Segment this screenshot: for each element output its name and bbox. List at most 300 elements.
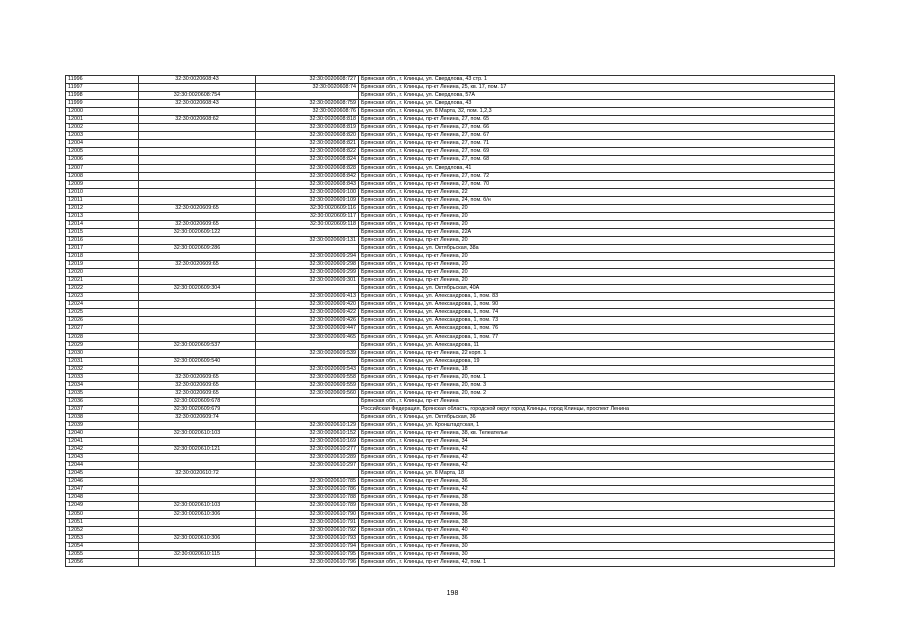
address-cell: Брянская обл., г. Клинцы, пр-кт Ленина, 20 xyxy=(359,277,835,285)
object-cadastral-number-cell: 32:30:0020608:76 xyxy=(256,108,359,116)
table-row xyxy=(66,236,835,244)
table-row xyxy=(66,454,835,462)
row-number-cell: 12027 xyxy=(66,325,139,333)
address-cell: Брянская обл., г. Клинцы, пр-кт Ленина, 34 xyxy=(359,438,835,446)
land-cadastral-number-cell xyxy=(139,309,256,317)
table-row xyxy=(66,76,835,84)
object-cadastral-number-cell: 32:30:0020608:824 xyxy=(256,156,359,164)
table-row xyxy=(66,486,835,494)
land-cadastral-number-cell: 32:30:0020610:306 xyxy=(139,510,256,518)
table-row xyxy=(66,204,835,212)
land-cadastral-number-cell: 32:30:0020609:678 xyxy=(139,397,256,405)
address-cell: Брянская обл., г. Клинцы, пр-кт Ленина, 20 xyxy=(359,261,835,269)
object-cadastral-number-cell: 32:30:0020609:559 xyxy=(256,381,359,389)
land-cadastral-number-cell xyxy=(139,494,256,502)
address-cell: Брянская обл., г. Клинцы, пр-кт Ленина, 38 xyxy=(359,502,835,510)
object-cadastral-number-cell: 32:30:0020608:821 xyxy=(256,140,359,148)
object-cadastral-number-cell: 32:30:0020609:420 xyxy=(256,301,359,309)
object-cadastral-number-cell: 32:30:0020610:789 xyxy=(256,502,359,510)
table-row xyxy=(66,253,835,261)
object-cadastral-number-cell: 32:30:0020609:131 xyxy=(256,236,359,244)
land-cadastral-number-cell xyxy=(139,558,256,566)
table-row xyxy=(66,405,835,413)
address-cell: Брянская обл., г. Клинцы, ул. Александрова, 1, пом. 73 xyxy=(359,317,835,325)
land-cadastral-number-cell xyxy=(139,518,256,526)
object-cadastral-number-cell: 32:30:0020609:301 xyxy=(256,277,359,285)
address-cell: Брянская обл., г. Клинцы, пр-кт Ленина, 20 xyxy=(359,220,835,228)
row-number-cell: 12031 xyxy=(66,357,139,365)
address-cell: Брянская обл., г. Клинцы, ул. Кронштадтская, 1 xyxy=(359,422,835,430)
object-cadastral-number-cell xyxy=(256,285,359,293)
table-row xyxy=(66,212,835,220)
address-cell: Брянская обл., г. Клинцы, ул. Александрова, 19 xyxy=(359,357,835,365)
object-cadastral-number-cell xyxy=(256,413,359,421)
object-cadastral-number-cell xyxy=(256,405,359,413)
table-row xyxy=(66,172,835,180)
table-row xyxy=(66,261,835,269)
land-cadastral-number-cell: 32:30:0020609:65 xyxy=(139,220,256,228)
row-number-cell: 11999 xyxy=(66,100,139,108)
land-cadastral-number-cell xyxy=(139,148,256,156)
address-cell: Брянская обл., г. Клинцы, ул. Александрова, 1, пом. 74 xyxy=(359,309,835,317)
address-cell: Брянская обл., г. Клинцы, пр-кт Ленина, 27, пом. 72 xyxy=(359,172,835,180)
address-cell: Брянская обл., г. Клинцы, пр-кт Ленина, 27, пом. 68 xyxy=(359,156,835,164)
land-cadastral-number-cell xyxy=(139,236,256,244)
object-cadastral-number-cell: 32:30:0020608:820 xyxy=(256,132,359,140)
address-cell: Брянская обл., г. Клинцы, пр-кт Ленина, 42 xyxy=(359,486,835,494)
row-number-cell: 12010 xyxy=(66,188,139,196)
object-cadastral-number-cell: 32:30:0020609:426 xyxy=(256,317,359,325)
table-row xyxy=(66,140,835,148)
row-number-cell: 12049 xyxy=(66,502,139,510)
address-cell: Брянская обл., г. Клинцы, пр-кт Ленина, 40 xyxy=(359,526,835,534)
address-cell: Брянская обл., г. Клинцы, ул. Александрова, 1, пом. 77 xyxy=(359,333,835,341)
land-cadastral-number-cell: 32:30:0020610:121 xyxy=(139,446,256,454)
address-cell: Брянская обл., г. Клинцы, ул. Свердлова, 43 стр. 1 xyxy=(359,76,835,84)
land-cadastral-number-cell: 32:30:0020609:74 xyxy=(139,413,256,421)
object-cadastral-number-cell xyxy=(256,470,359,478)
object-cadastral-number-cell: 32:30:0020609:117 xyxy=(256,212,359,220)
land-cadastral-number-cell xyxy=(139,212,256,220)
address-cell: Брянская обл., г. Клинцы, пр-кт Ленина, 27, пом. 71 xyxy=(359,140,835,148)
object-cadastral-number-cell: 32:30:0020610:169 xyxy=(256,438,359,446)
object-cadastral-number-cell xyxy=(256,228,359,236)
table-row xyxy=(66,373,835,381)
row-number-cell: 12053 xyxy=(66,534,139,542)
object-cadastral-number-cell: 32:30:0020608:822 xyxy=(256,148,359,156)
land-cadastral-number-cell: 32:30:0020608:754 xyxy=(139,92,256,100)
row-number-cell: 12038 xyxy=(66,413,139,421)
address-cell: Брянская обл., г. Клинцы, пр-кт Ленина, 20, пом. 3 xyxy=(359,381,835,389)
table-row xyxy=(66,293,835,301)
address-cell: Брянская обл., г. Клинцы, пр-кт Ленина, 38 xyxy=(359,518,835,526)
land-cadastral-number-cell: 32:30:0020609:65 xyxy=(139,389,256,397)
row-number-cell: 12007 xyxy=(66,164,139,172)
land-cadastral-number-cell: 32:30:0020610:103 xyxy=(139,502,256,510)
object-cadastral-number-cell: 32:30:0020610:297 xyxy=(256,462,359,470)
table-row xyxy=(66,116,835,124)
object-cadastral-number-cell: 32:30:0020610:790 xyxy=(256,510,359,518)
table-row xyxy=(66,156,835,164)
address-cell: Брянская обл., г. Клинцы, пр-кт Ленина, 38, кв. Телеателье xyxy=(359,430,835,438)
row-number-cell: 12040 xyxy=(66,430,139,438)
address-cell: Брянская обл., г. Клинцы, пр-кт Ленина, 38 xyxy=(359,494,835,502)
row-number-cell: 12021 xyxy=(66,277,139,285)
land-cadastral-number-cell xyxy=(139,542,256,550)
address-cell: Брянская обл., г. Клинцы, ул. 8 Марта, 32, пом. 1,2,3 xyxy=(359,108,835,116)
table-row xyxy=(66,542,835,550)
address-cell: Брянская обл., г. Клинцы, пр-кт Ленина, 20 xyxy=(359,212,835,220)
row-number-cell: 12035 xyxy=(66,389,139,397)
object-cadastral-number-cell: 32:30:0020608:842 xyxy=(256,172,359,180)
table-row xyxy=(66,413,835,421)
object-cadastral-number-cell: 32:30:0020609:465 xyxy=(256,333,359,341)
row-number-cell: 12048 xyxy=(66,494,139,502)
land-cadastral-number-cell: 32:30:0020609:537 xyxy=(139,341,256,349)
table-row xyxy=(66,494,835,502)
object-cadastral-number-cell xyxy=(256,341,359,349)
land-cadastral-number-cell: 32:30:0020609:65 xyxy=(139,204,256,212)
land-cadastral-number-cell: 32:30:0020609:286 xyxy=(139,244,256,252)
land-cadastral-number-cell: 32:30:0020609:65 xyxy=(139,261,256,269)
row-number-cell: 12001 xyxy=(66,116,139,124)
table-row xyxy=(66,510,835,518)
land-cadastral-number-cell xyxy=(139,478,256,486)
object-cadastral-number-cell: 32:30:0020610:792 xyxy=(256,526,359,534)
object-cadastral-number-cell: 32:30:0020609:558 xyxy=(256,373,359,381)
object-cadastral-number-cell: 32:30:0020609:422 xyxy=(256,309,359,317)
row-number-cell: 12020 xyxy=(66,269,139,277)
address-cell: Брянская обл., г. Клинцы, пр-кт Ленина, 30 xyxy=(359,550,835,558)
address-cell: Брянская обл., г. Клинцы, пр-кт Ленина, 27, пом. 70 xyxy=(359,180,835,188)
table-row xyxy=(66,397,835,405)
object-cadastral-number-cell: 32:30:0020608:727 xyxy=(256,76,359,84)
row-number-cell: 11998 xyxy=(66,92,139,100)
land-cadastral-number-cell: 32:30:0020610:115 xyxy=(139,550,256,558)
land-cadastral-number-cell: 32:30:0020609:540 xyxy=(139,357,256,365)
table-row xyxy=(66,381,835,389)
address-cell: Брянская обл., г. Клинцы, пр-кт Ленина, 20 xyxy=(359,269,835,277)
land-cadastral-number-cell: 32:30:0020610:72 xyxy=(139,470,256,478)
address-cell: Брянская обл., г. Клинцы, ул. Свердлова, 57А xyxy=(359,92,835,100)
land-cadastral-number-cell xyxy=(139,333,256,341)
address-cell: Брянская обл., г. Клинцы, ул. Александрова, 11 xyxy=(359,341,835,349)
object-cadastral-number-cell: 32:30:0020608:818 xyxy=(256,116,359,124)
registry-table-body xyxy=(66,76,835,567)
table-row xyxy=(66,333,835,341)
table-row xyxy=(66,180,835,188)
row-number-cell: 12004 xyxy=(66,140,139,148)
table-row xyxy=(66,325,835,333)
row-number-cell: 12005 xyxy=(66,148,139,156)
land-cadastral-number-cell xyxy=(139,84,256,92)
object-cadastral-number-cell: 32:30:0020610:793 xyxy=(256,534,359,542)
table-row xyxy=(66,438,835,446)
row-number-cell: 12047 xyxy=(66,486,139,494)
row-number-cell: 12050 xyxy=(66,510,139,518)
row-number-cell: 12012 xyxy=(66,204,139,212)
land-cadastral-number-cell xyxy=(139,454,256,462)
table-row xyxy=(66,132,835,140)
table-row xyxy=(66,534,835,542)
row-number-cell: 12026 xyxy=(66,317,139,325)
row-number-cell: 12011 xyxy=(66,196,139,204)
row-number-cell: 12002 xyxy=(66,124,139,132)
row-number-cell: 12045 xyxy=(66,470,139,478)
object-cadastral-number-cell: 32:30:0020608:828 xyxy=(256,164,359,172)
object-cadastral-number-cell: 32:30:0020609:560 xyxy=(256,389,359,397)
row-number-cell: 12043 xyxy=(66,454,139,462)
land-cadastral-number-cell xyxy=(139,438,256,446)
row-number-cell: 12032 xyxy=(66,365,139,373)
table-row xyxy=(66,84,835,92)
address-cell: Брянская обл., г. Клинцы, ул. Октябрьская, 38а xyxy=(359,244,835,252)
object-cadastral-number-cell: 32:30:0020610:277 xyxy=(256,446,359,454)
address-cell: Брянская обл., г. Клинцы, пр-кт Ленина, 20 xyxy=(359,236,835,244)
land-cadastral-number-cell xyxy=(139,486,256,494)
land-cadastral-number-cell xyxy=(139,325,256,333)
address-cell: Брянская обл., г. Клинцы, пр-кт Ленина, 42 xyxy=(359,462,835,470)
address-cell: Российская Федерация, Брянская область, городской округ город Клинцы, город Клинцы, проспект Ленина xyxy=(359,405,835,413)
land-cadastral-number-cell xyxy=(139,180,256,188)
page-number: 198 xyxy=(446,590,459,597)
land-cadastral-number-cell: 32:30:0020610:306 xyxy=(139,534,256,542)
land-cadastral-number-cell xyxy=(139,349,256,357)
address-cell: Брянская обл., г. Клинцы, ул. Октябрьская, 36 xyxy=(359,413,835,421)
address-cell: Брянская обл., г. Клинцы, пр-кт Ленина, 27, пом. 67 xyxy=(359,132,835,140)
address-cell: Брянская обл., г. Клинцы, пр-кт Ленина, 20 xyxy=(359,204,835,212)
address-cell: Брянская обл., г. Клинцы, ул. Октябрьская, 40А xyxy=(359,285,835,293)
object-cadastral-number-cell: 32:30:0020608:74 xyxy=(256,84,359,92)
object-cadastral-number-cell: 32:30:0020609:294 xyxy=(256,253,359,261)
object-cadastral-number-cell: 32:30:0020610:794 xyxy=(256,542,359,550)
land-cadastral-number-cell: 32:30:0020609:304 xyxy=(139,285,256,293)
object-cadastral-number-cell: 32:30:0020609:109 xyxy=(256,196,359,204)
land-cadastral-number-cell: 32:30:0020608:62 xyxy=(139,116,256,124)
object-cadastral-number-cell xyxy=(256,397,359,405)
land-cadastral-number-cell xyxy=(139,301,256,309)
address-cell: Брянская обл., г. Клинцы, пр-кт Ленина, 30 xyxy=(359,542,835,550)
land-cadastral-number-cell: 32:30:0020608:43 xyxy=(139,100,256,108)
address-cell: Брянская обл., г. Клинцы, пр-кт Ленина, 18 xyxy=(359,365,835,373)
land-cadastral-number-cell: 32:30:0020609:65 xyxy=(139,381,256,389)
row-number-cell: 12000 xyxy=(66,108,139,116)
object-cadastral-number-cell: 32:30:0020610:289 xyxy=(256,454,359,462)
table-row xyxy=(66,309,835,317)
object-cadastral-number-cell: 32:30:0020609:298 xyxy=(256,261,359,269)
land-cadastral-number-cell xyxy=(139,156,256,164)
row-number-cell: 12051 xyxy=(66,518,139,526)
table-row xyxy=(66,462,835,470)
object-cadastral-number-cell xyxy=(256,357,359,365)
registry-table xyxy=(65,75,835,567)
row-number-cell: 12034 xyxy=(66,381,139,389)
address-cell: Брянская обл., г. Клинцы, ул. Свердлова, 41 xyxy=(359,164,835,172)
row-number-cell: 12030 xyxy=(66,349,139,357)
table-row xyxy=(66,196,835,204)
row-number-cell: 11997 xyxy=(66,84,139,92)
object-cadastral-number-cell: 32:30:0020608:843 xyxy=(256,180,359,188)
address-cell: Брянская обл., г. Клинцы, пр-кт Ленина xyxy=(359,397,835,405)
table-row xyxy=(66,558,835,566)
object-cadastral-number-cell: 32:30:0020609:116 xyxy=(256,204,359,212)
row-number-cell: 12014 xyxy=(66,220,139,228)
table-row xyxy=(66,526,835,534)
row-number-cell: 11996 xyxy=(66,76,139,84)
row-number-cell: 12019 xyxy=(66,261,139,269)
land-cadastral-number-cell xyxy=(139,293,256,301)
object-cadastral-number-cell xyxy=(256,244,359,252)
object-cadastral-number-cell xyxy=(256,92,359,100)
land-cadastral-number-cell: 32:30:0020609:65 xyxy=(139,373,256,381)
row-number-cell: 12009 xyxy=(66,180,139,188)
table-row xyxy=(66,341,835,349)
land-cadastral-number-cell xyxy=(139,462,256,470)
row-number-cell: 12029 xyxy=(66,341,139,349)
row-number-cell: 12052 xyxy=(66,526,139,534)
object-cadastral-number-cell: 32:30:0020610:788 xyxy=(256,494,359,502)
land-cadastral-number-cell xyxy=(139,108,256,116)
table-row xyxy=(66,301,835,309)
table-row xyxy=(66,518,835,526)
address-cell: Брянская обл., г. Клинцы, пр-кт Ленина, 20, пом. 2 xyxy=(359,389,835,397)
object-cadastral-number-cell: 32:30:0020610:785 xyxy=(256,478,359,486)
land-cadastral-number-cell xyxy=(139,422,256,430)
land-cadastral-number-cell xyxy=(139,124,256,132)
table-row xyxy=(66,357,835,365)
row-number-cell: 12039 xyxy=(66,422,139,430)
address-cell: Брянская обл., г. Клинцы, пр-кт Ленина, 20 xyxy=(359,253,835,261)
land-cadastral-number-cell xyxy=(139,188,256,196)
object-cadastral-number-cell: 32:30:0020610:786 xyxy=(256,486,359,494)
land-cadastral-number-cell xyxy=(139,196,256,204)
row-number-cell: 12054 xyxy=(66,542,139,550)
table-row xyxy=(66,164,835,172)
table-row xyxy=(66,244,835,252)
table-row xyxy=(66,446,835,454)
land-cadastral-number-cell: 32:30:0020610:103 xyxy=(139,430,256,438)
table-row xyxy=(66,100,835,108)
address-cell: Брянская обл., г. Клинцы, пр-кт Ленина, 42 xyxy=(359,446,835,454)
land-cadastral-number-cell xyxy=(139,317,256,325)
row-number-cell: 12023 xyxy=(66,293,139,301)
row-number-cell: 12025 xyxy=(66,309,139,317)
address-cell: Брянская обл., г. Клинцы, ул. 8 Марта, 18 xyxy=(359,470,835,478)
row-number-cell: 12055 xyxy=(66,550,139,558)
address-cell: Брянская обл., г. Клинцы, пр-кт Ленина, 36 xyxy=(359,510,835,518)
row-number-cell: 12024 xyxy=(66,301,139,309)
row-number-cell: 12036 xyxy=(66,397,139,405)
table-row xyxy=(66,550,835,558)
land-cadastral-number-cell: 32:30:0020609:679 xyxy=(139,405,256,413)
land-cadastral-number-cell xyxy=(139,365,256,373)
address-cell: Брянская обл., г. Клинцы, пр-кт Ленина, 27, пом. 66 xyxy=(359,124,835,132)
row-number-cell: 12017 xyxy=(66,244,139,252)
address-cell: Брянская обл., г. Клинцы, пр-кт Ленина, 22А xyxy=(359,228,835,236)
row-number-cell: 12008 xyxy=(66,172,139,180)
land-cadastral-number-cell: 32:30:0020609:122 xyxy=(139,228,256,236)
address-cell: Брянская обл., г. Клинцы, ул. Александрова, 1, пом. 90 xyxy=(359,301,835,309)
object-cadastral-number-cell: 32:30:0020609:118 xyxy=(256,220,359,228)
table-row xyxy=(66,349,835,357)
address-cell: Брянская обл., г. Клинцы, пр-кт Ленина, 24, пом. б/н xyxy=(359,196,835,204)
address-cell: Брянская обл., г. Клинцы, пр-кт Ленина, 36 xyxy=(359,478,835,486)
land-cadastral-number-cell xyxy=(139,269,256,277)
land-cadastral-number-cell xyxy=(139,526,256,534)
address-cell: Брянская обл., г. Клинцы, пр-кт Ленина, 42 xyxy=(359,454,835,462)
land-cadastral-number-cell xyxy=(139,277,256,285)
address-cell: Брянская обл., г. Клинцы, пр-кт Ленина, 27, пом. 69 xyxy=(359,148,835,156)
table-row xyxy=(66,470,835,478)
row-number-cell: 12028 xyxy=(66,333,139,341)
object-cadastral-number-cell: 32:30:0020609:299 xyxy=(256,269,359,277)
address-cell: Брянская обл., г. Клинцы, пр-кт Ленина, 20, пом. 1 xyxy=(359,373,835,381)
land-cadastral-number-cell xyxy=(139,164,256,172)
table-row xyxy=(66,285,835,293)
table-row xyxy=(66,422,835,430)
address-cell: Брянская обл., г. Клинцы, пр-кт Ленина, 36 xyxy=(359,534,835,542)
object-cadastral-number-cell: 32:30:0020610:129 xyxy=(256,422,359,430)
object-cadastral-number-cell: 32:30:0020610:796 xyxy=(256,558,359,566)
object-cadastral-number-cell: 32:30:0020610:795 xyxy=(256,550,359,558)
object-cadastral-number-cell: 32:30:0020609:543 xyxy=(256,365,359,373)
table-row xyxy=(66,228,835,236)
row-number-cell: 12015 xyxy=(66,228,139,236)
row-number-cell: 12046 xyxy=(66,478,139,486)
land-cadastral-number-cell xyxy=(139,253,256,261)
table-row xyxy=(66,188,835,196)
address-cell: Брянская обл., г. Клинцы, пр-кт Ленина, 22 корп. 1 xyxy=(359,349,835,357)
address-cell: Брянская обл., г. Клинцы, ул. Александрова, 1, пом. 76 xyxy=(359,325,835,333)
table-row xyxy=(66,478,835,486)
table-row xyxy=(66,277,835,285)
table-row xyxy=(66,389,835,397)
row-number-cell: 12037 xyxy=(66,405,139,413)
object-cadastral-number-cell: 32:30:0020610:152 xyxy=(256,430,359,438)
table-row xyxy=(66,124,835,132)
address-cell: Брянская обл., г. Клинцы, ул. Александрова, 1, пом. 83 xyxy=(359,293,835,301)
object-cadastral-number-cell: 32:30:0020610:791 xyxy=(256,518,359,526)
row-number-cell: 12016 xyxy=(66,236,139,244)
table-row xyxy=(66,220,835,228)
table-row xyxy=(66,365,835,373)
row-number-cell: 12003 xyxy=(66,132,139,140)
row-number-cell: 12022 xyxy=(66,285,139,293)
table-row xyxy=(66,317,835,325)
land-cadastral-number-cell: 32:30:0020608:43 xyxy=(139,76,256,84)
address-cell: Брянская обл., г. Клинцы, пр-кт Ленина, 27, пом. 65 xyxy=(359,116,835,124)
object-cadastral-number-cell: 32:30:0020609:447 xyxy=(256,325,359,333)
table-row xyxy=(66,502,835,510)
object-cadastral-number-cell: 32:30:0020609:413 xyxy=(256,293,359,301)
land-cadastral-number-cell xyxy=(139,172,256,180)
row-number-cell: 12018 xyxy=(66,253,139,261)
land-cadastral-number-cell xyxy=(139,132,256,140)
table-row xyxy=(66,108,835,116)
object-cadastral-number-cell: 32:30:0020609:539 xyxy=(256,349,359,357)
address-cell: Брянская обл., г. Клинцы, пр-кт Ленина, 42, пом. 1 xyxy=(359,558,835,566)
object-cadastral-number-cell: 32:30:0020608:759 xyxy=(256,100,359,108)
row-number-cell: 12013 xyxy=(66,212,139,220)
table-row xyxy=(66,269,835,277)
object-cadastral-number-cell: 32:30:0020609:100 xyxy=(256,188,359,196)
row-number-cell: 12033 xyxy=(66,373,139,381)
row-number-cell: 12056 xyxy=(66,558,139,566)
table-row xyxy=(66,430,835,438)
row-number-cell: 12042 xyxy=(66,446,139,454)
land-cadastral-number-cell xyxy=(139,140,256,148)
table-row xyxy=(66,92,835,100)
